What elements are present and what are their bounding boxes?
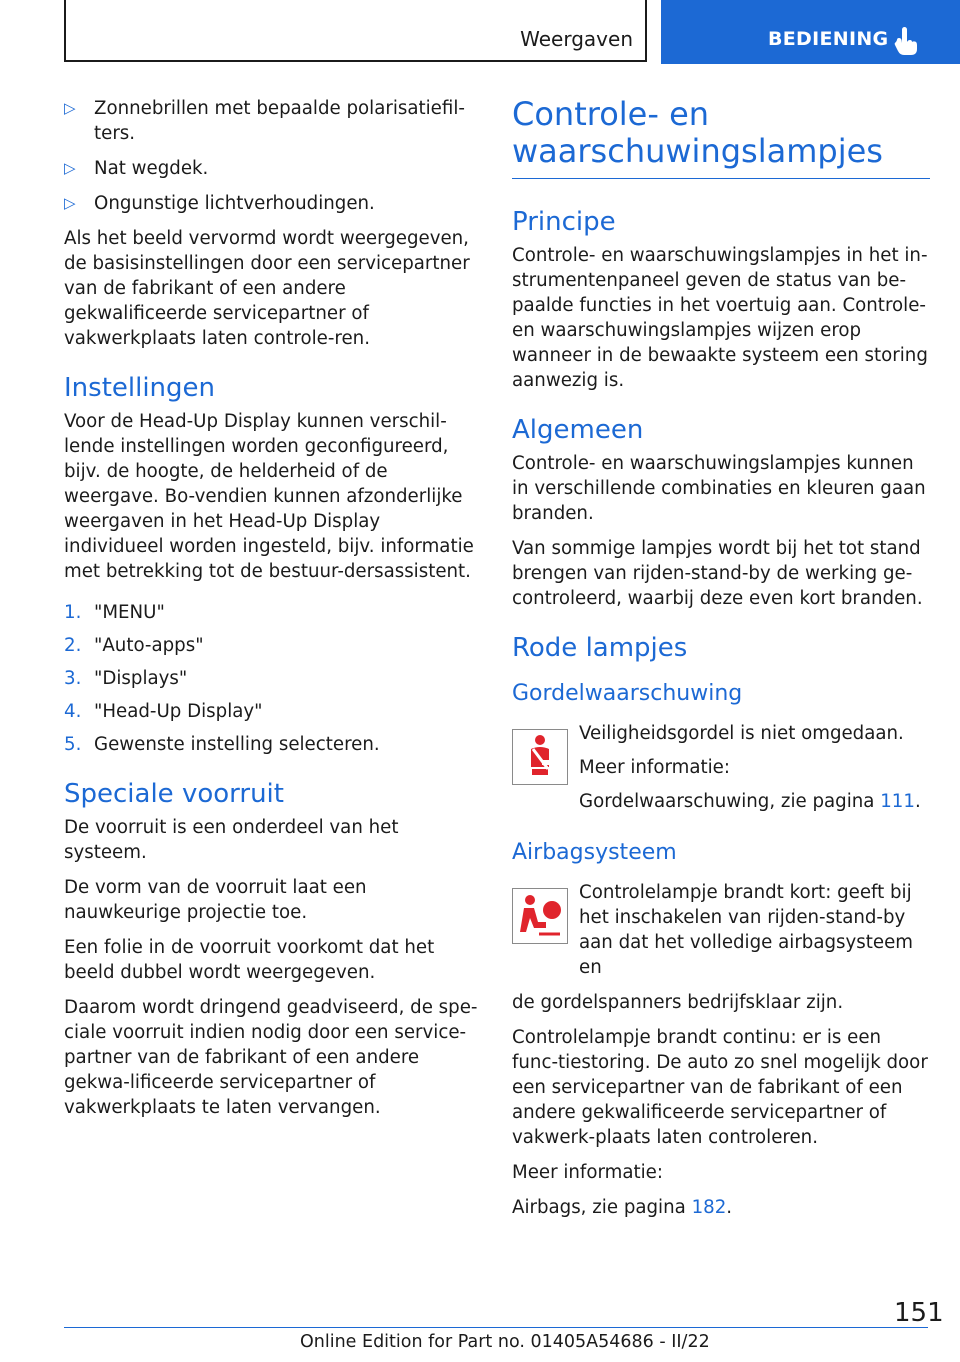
heading-speciale-voorruit: Speciale voorruit	[64, 779, 284, 809]
paragraph: Controle- en waarschuwingslampjes kunnen in verschillende combinaties en kleuren gaan branden.	[512, 453, 926, 524]
list-item: 1. "MENU"	[64, 602, 165, 623]
paragraph: Meer informatie:	[579, 757, 730, 778]
page-link-182[interactable]: 182	[691, 1197, 727, 1218]
list-item: ▷ Ongunstige lichtverhoudingen.	[64, 193, 375, 214]
heading-airbagsysteem: Airbagsysteem	[512, 840, 677, 865]
header-chapter: Weergaven	[520, 27, 633, 51]
airbag-warning-block	[512, 880, 930, 1015]
triangle-bullet-icon: ▷	[64, 159, 76, 177]
footer-edition: Online Edition for Part no. 01405A54686 - II/22	[300, 1332, 710, 1352]
paragraph: Meer informatie:	[512, 1162, 663, 1183]
list-item: 4. "Head-Up Display"	[64, 701, 263, 722]
heading-rode-lampjes: Rode lampjes	[512, 633, 688, 663]
right-column	[512, 96, 930, 1230]
list-item: 3. "Displays"	[64, 668, 188, 689]
triangle-bullet-icon: ▷	[64, 194, 76, 212]
pointing-hand-icon	[893, 26, 919, 56]
paragraph: Als het beeld vervormd wordt weergegeven, de basisinstellingen door een servicepartner van de fabrikant of een andere gekwalificeerde servicepartner of vakwerkplaats laten controle-ren.	[64, 228, 470, 349]
paragraph: De vorm van de voorruit laat een nauwkeurige projectie toe.	[64, 877, 367, 923]
heading-algemeen: Algemeen	[512, 415, 644, 445]
list-item: 5. Gewenste instelling selecteren.	[64, 734, 380, 755]
paragraph: Veiligheidsgordel is niet omgedaan.	[579, 723, 904, 744]
heading-principe: Principe	[512, 207, 616, 237]
paragraph: Gordelwaarschuwing, zie pagina 111.	[579, 791, 921, 812]
page-number: 151	[894, 1298, 944, 1328]
paragraph: Airbags, zie pagina 182.	[512, 1197, 733, 1218]
steps-list	[64, 600, 482, 757]
left-column	[64, 96, 482, 1130]
paragraph: Voor de Head-Up Display kunnen verschil-lende instellingen worden geconfigureerd, bijv. de hoogte, de helderheid of de weergave. Bo-vendien kunnen afzonderlijke weergaven in het Head-Up Display individueel worden ingesteld, bijv. informatie met betrekking tot de bestuur-dersassistent.	[64, 411, 474, 582]
footer-rule	[64, 1327, 928, 1328]
triangle-bullet-icon: ▷	[64, 99, 76, 117]
title-rule	[512, 178, 930, 179]
header-chapter-box	[64, 0, 647, 62]
paragraph: de gordelspanners bedrijfsklaar zijn.	[512, 992, 844, 1013]
seatbelt-warning-icon	[512, 729, 568, 785]
heading-instellingen: Instellingen	[64, 373, 216, 403]
paragraph: Van sommige lampjes wordt bij het tot stand brengen van rijden-stand-by de werking ge-controleerd, waarbij deze even kort branden.	[512, 538, 923, 609]
heading-gordelwaarschuwing: Gordelwaarschuwing	[512, 681, 743, 706]
list-item: ▷ Nat wegdek.	[64, 158, 209, 179]
paragraph: Controlelampje brandt kort: geeft bij het inschakelen van rijden-stand-by aan dat het volledige airbagsysteem en	[579, 882, 913, 978]
list-item: ▷ Zonnebrillen met bepaalde polarisatiefil-ters.	[64, 98, 465, 144]
paragraph: Controle- en waarschuwingslampjes in het in-strumentenpaneel geven de status van be-paalde functies in het voertuig aan. Controle- en waarschuwingslampjes wijzen erop wanneer in de bewaakte systeem een storing aanwezig is.	[512, 245, 928, 391]
seatbelt-warning-block	[512, 721, 930, 814]
header-section-tab[interactable]	[661, 0, 960, 64]
airbag-warning-icon	[512, 888, 568, 944]
paragraph: Controlelampje brandt continu: er is een func-tiestoring. De auto zo snel mogelijk door een servicepartner van de fabrikant of een andere gekwalificeerde servicepartner of vakwerk-plaats laten controleren.	[512, 1027, 928, 1148]
page-link-111[interactable]: 111	[880, 791, 915, 812]
paragraph: Een folie in de voorruit voorkomt dat het beeld dubbel wordt weergegeven.	[64, 937, 435, 983]
chapter-title: Controle- en waarschuwingslampjes	[512, 95, 883, 170]
paragraph: Daarom wordt dringend geadviseerd, de spe-ciale voorruit indien nodig door een service-partner van de fabrikant of een andere gekwa-lificeerde servicepartner of vakwerkplaats te laten vervangen.	[64, 997, 478, 1118]
list-item: 2. "Auto-apps"	[64, 635, 204, 656]
header-section: BEDIENING	[768, 28, 889, 50]
paragraph: De voorruit is een onderdeel van het systeem.	[64, 817, 399, 863]
